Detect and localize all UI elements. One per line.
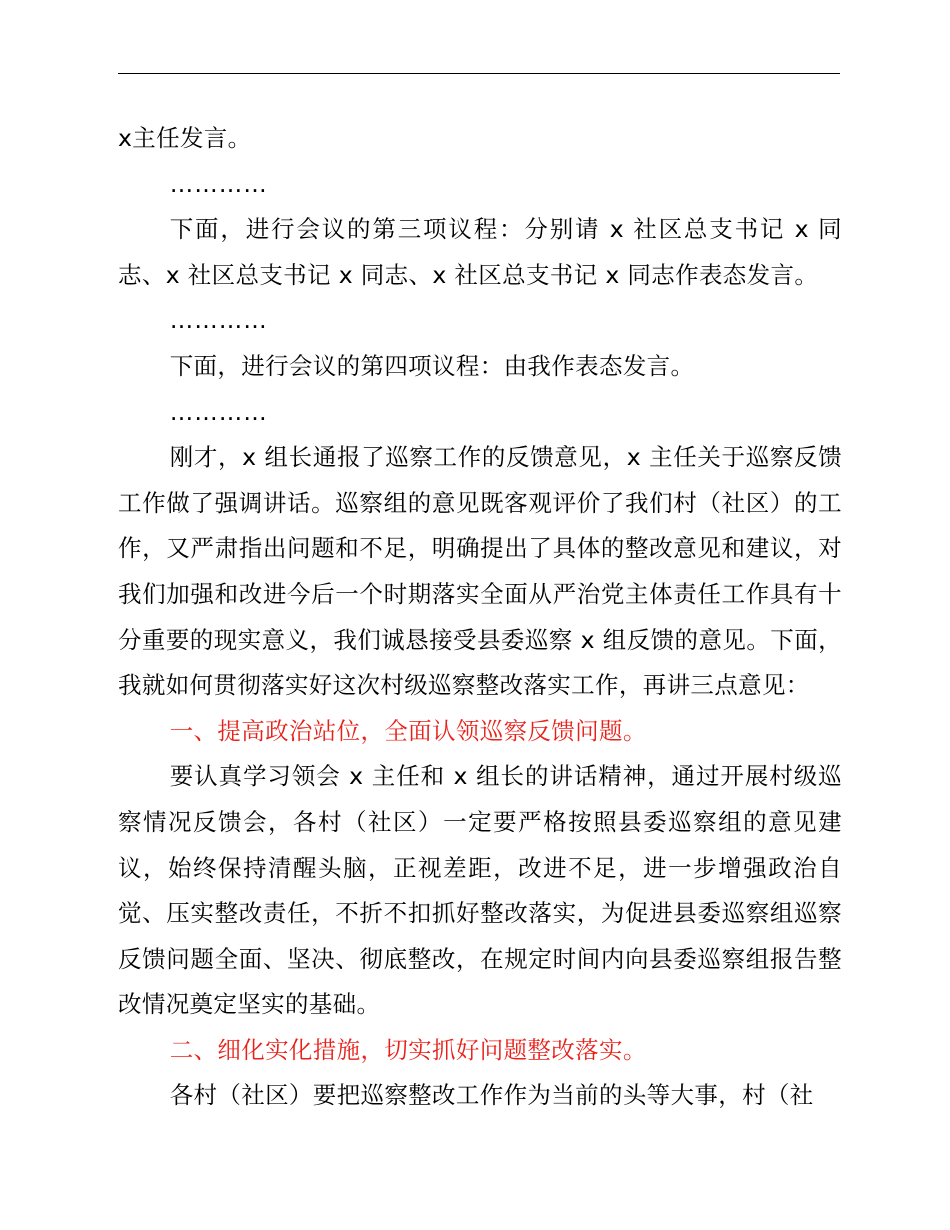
paragraph-agenda-4: 下面，进行会议的第四项议程：由我作表态发言。 [169, 351, 695, 380]
paragraph-section-1: 要认真学习领会 x 主任和 x 组长的讲话精神，通过开展村级巡察情况反馈会，各村（社区）一定要严格按照县委巡察组的意见建议，始终保持清醒头脑，正视差距，改进不足，进一步增强政治自觉、压实整改责任，不折不扣抓好整改落实，为促进县委巡察组巡察反馈问题全面、坚决、彻底整改，在规定时间内向县委巡察组报告整改情况奠定坚实的基础。 [118, 762, 842, 1019]
paragraph-section-2: 各村（社区）要把巡察整改工作作为当前的头等大事，村（社 [169, 1081, 814, 1110]
paragraph-intro: 刚才，x 组长通报了巡察工作的反馈意见，x 主任关于巡察反馈工作做了强调讲话。巡察组的意见既客观评价了我们村（社区）的工作，又严肃指出问题和不足，明确提出了具体的整改意见和建议，对我们加强和改进今后一个时期落实全面从严治党主体责任工作具有十分重要的现实意义，我们诚恳接受县委巡察 x 组反馈的意见。下面，我就如何贯彻落实好这次村级巡察整改落实工作，再讲三点意见： [118, 443, 842, 700]
section-heading-2: 二、细化实化措施，切实抓好问题整改落实。 [169, 1035, 647, 1064]
paragraph-speech-end: x主任发言。 [118, 124, 252, 152]
ellipsis-2: ………… [169, 306, 268, 335]
ellipsis-3: ………… [169, 397, 268, 426]
section-heading-1: 一、提高政治站位，全面认领巡察反馈问题。 [169, 716, 647, 745]
paragraph-agenda-3: 下面，进行会议的第三项议程：分别请 x 社区总支书记 x 同志、x 社区总支书记 x 同志、x 社区总支书记 x 同志作表态发言。 [118, 215, 842, 289]
ellipsis-1: ………… [169, 169, 268, 198]
document-body [118, 116, 842, 1119]
header-rule [118, 73, 840, 74]
